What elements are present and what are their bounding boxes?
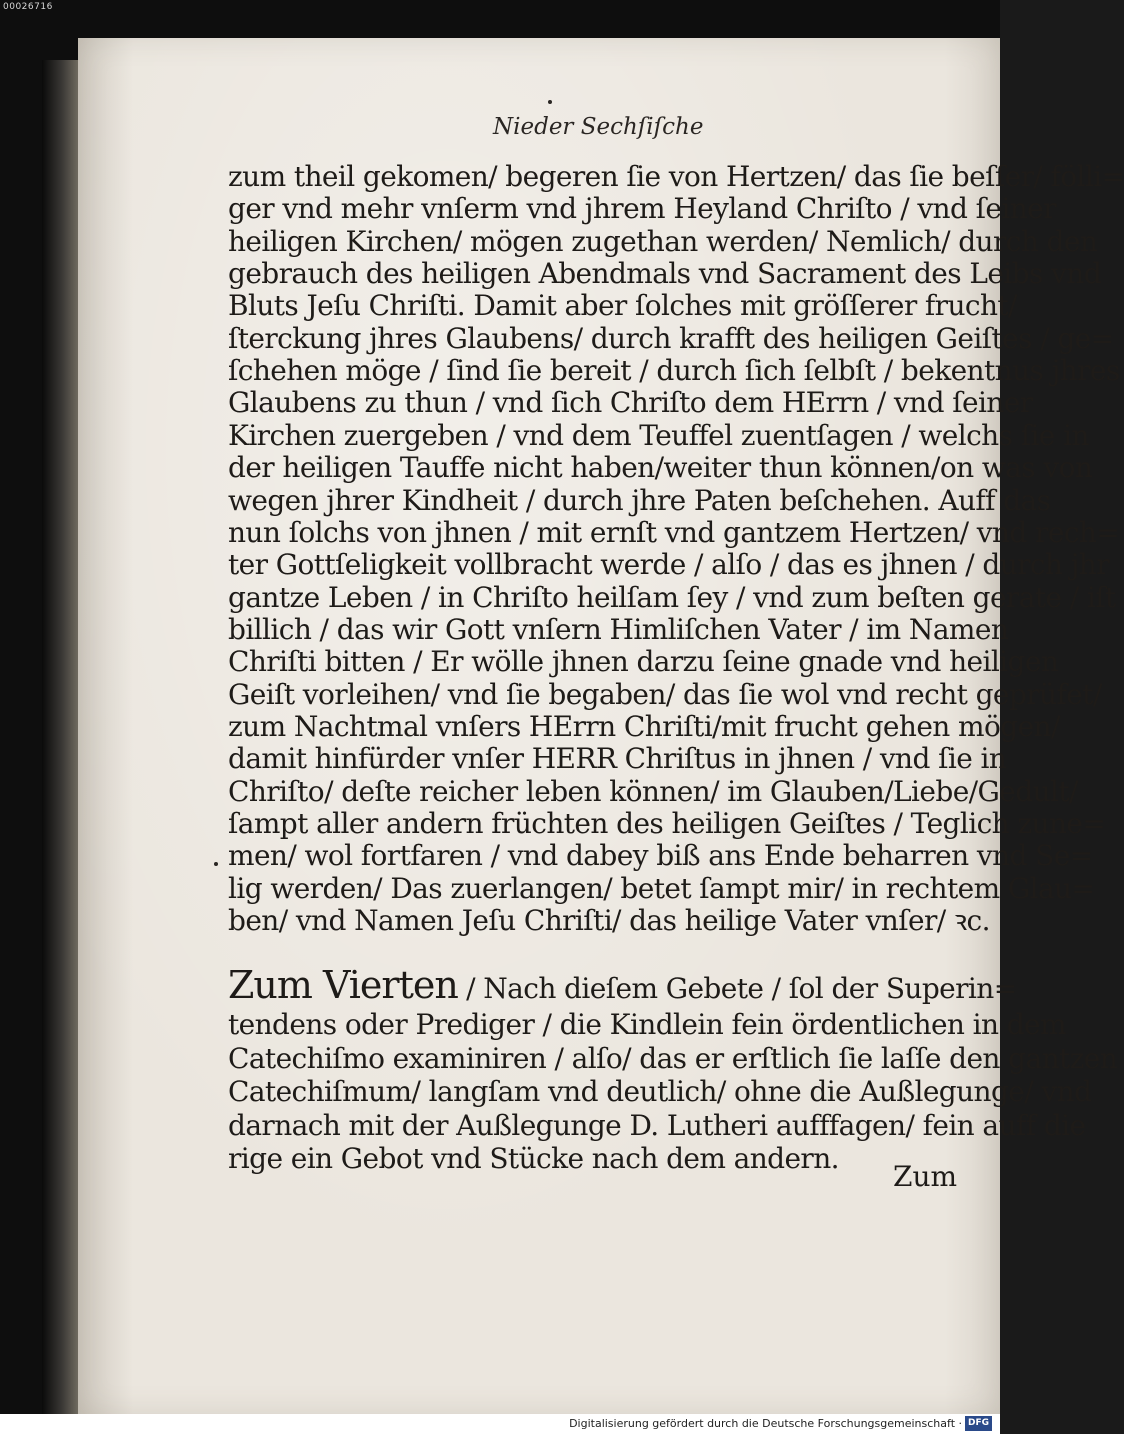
text-line: Catechiſmum/ langſam vnd deutlich/ ohne die Außlegunge/ vnd bbox=[228, 1075, 1092, 1108]
text-line: Catechiſmo examiniren / alſo/ das er erſtlich ſie laſſe den gantzen bbox=[228, 1041, 1118, 1075]
text-line: Glaubens zu thun / vnd ſich Chriſto dem HErrn / vnd ſeiner bbox=[228, 386, 1033, 420]
text-line bbox=[228, 963, 1017, 1007]
scan-id: 00026716 bbox=[3, 2, 53, 12]
dfg-logo: DFG bbox=[965, 1416, 992, 1431]
text-line: ter Gottſeligkeit vollbracht werde / alſo / das es jhnen / durch jhr bbox=[228, 548, 1110, 582]
text-line: zum theil gekomen/ begeren ſie von Hertzen/ das ſie beſſer/ fölli= bbox=[228, 160, 1124, 193]
section-lead-rest: / Nach dieſem Gebete / ſol der Superin= bbox=[457, 972, 1017, 1005]
text-line: ger vnd mehr vnſerm vnd jhrem Heyland Chriſto / vnd ſeiner bbox=[228, 192, 1056, 226]
text-line: ſampt aller andern früchten des heiligen Geiſtes / Teglich zune= bbox=[228, 807, 1106, 840]
footer-credit: Digitalisierung gefördert durch die Deutsche Forschungsgemeinschaft · bbox=[569, 1417, 962, 1430]
text-line: ſterckung jhres Glaubens/ durch krafft des heiligen Geiſtes / ge= bbox=[228, 321, 1114, 355]
page-edge-shadow bbox=[42, 60, 82, 1422]
text-line: Chriſto/ deſte reicher leben können/ im Glauben/Liebe/Gedult/ bbox=[228, 774, 1078, 808]
text-line: damit hinfürder vnſer HERR Chriſtus in jhnen / vnd ſie in bbox=[228, 742, 1007, 776]
text-line: nun ſolchs von jhnen / mit ernſt vnd gantzem Hertzen/ vnd rech= bbox=[228, 515, 1120, 549]
text-line: Chriſti bitten / Er wölle jhnen darzu ſeine gnade vnd heiligen bbox=[228, 645, 1059, 679]
text-line: Geiſt vorleihen/ vnd ſie begaben/ das ſie wol vnd recht geprüfet/ bbox=[228, 677, 1102, 711]
text-line: ben/ vnd Namen Jeſu Chriſti/ das heilige Vater vnſer/ ꝛc. bbox=[228, 904, 990, 938]
text-line: billich / das wir Gott vnſern Himliſchen Vater / im Namen bbox=[228, 612, 1009, 646]
text-line: darnach mit der Außlegunge D. Lutheri aufffagen/ fein auff die bbox=[228, 1108, 1086, 1142]
text-line: Kirchen zuergeben / vnd dem Teuffel zuentſagen / welchs ſie in bbox=[228, 418, 1089, 452]
text-line: wegen jhrer Kindheit / durch jhre Paten beſchehen. Auff das bbox=[228, 483, 1051, 517]
text-line: gantze Leben / in Chriſto heilſam ſey / vnd zum beſten gerate / iſt bbox=[228, 580, 1116, 614]
text-line: tendens oder Prediger / die Kindlein fein ördentlichen in dem bbox=[228, 1008, 1066, 1041]
text-line: Bluts Jeſu Chriſti. Damit aber ſolches mit gröſſerer frucht/ bbox=[228, 289, 1017, 323]
text-line: der heiligen Tauffe nicht haben/weiter thun können/on was von bbox=[228, 451, 1093, 485]
text-line: men/ wol fortfaren / vnd dabey biß ans Ende beharren vnd Se= bbox=[228, 839, 1093, 873]
text-line: rige ein Gebot vnd Stücke nach dem andern. bbox=[228, 1142, 839, 1175]
section-lead: Zum Vierten bbox=[228, 963, 458, 1007]
running-head: Nieder Sechſiſche bbox=[493, 114, 704, 140]
text-line: heiligen Kirchen/ mögen zugethan werden/ Nemlich/ durch den bbox=[228, 224, 1098, 258]
text-line: ſchehen möge / ſind ſie bereit / durch ſich ſelbſt / bekentnus jhres bbox=[228, 354, 1120, 388]
text-line: zum Nachtmal vnſers HErrn Chriſti/mit frucht gehen mögen/ bbox=[228, 709, 1060, 743]
text-line: lig werden/ Das zuerlangen/ betet ſampt mir/ in rechtem Glau= bbox=[228, 871, 1095, 905]
catchword: Zum bbox=[893, 1160, 958, 1193]
margin-mark bbox=[214, 862, 218, 866]
text-line: gebrauch des heiligen Abendmals vnd Sacrament des Leibs vnd bbox=[228, 257, 1102, 291]
head-dot bbox=[548, 100, 552, 104]
